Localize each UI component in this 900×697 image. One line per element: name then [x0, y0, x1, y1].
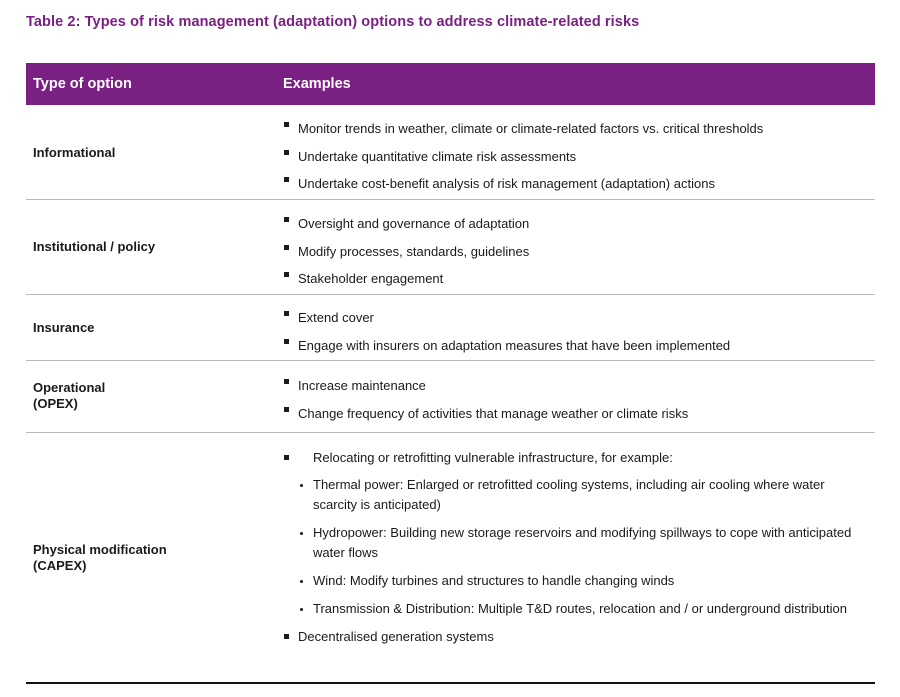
- examples-list: [284, 210, 869, 293]
- risk-options-table: [26, 63, 875, 684]
- examples-list: [284, 304, 869, 359]
- header-examples: Examples: [283, 76, 351, 92]
- category-label-line: (OPEX): [33, 396, 78, 411]
- list-item: Stakeholder engagement: [284, 265, 869, 293]
- header-type-of-option: Type of option: [33, 76, 132, 92]
- sub-examples-list: [298, 475, 869, 619]
- category-label: Insurance: [33, 320, 95, 335]
- table-row-operational: [26, 361, 875, 433]
- category-label: Institutional / policy: [33, 239, 156, 254]
- examples-list: [284, 372, 869, 427]
- list-item: Change frequency of activities that manage weather or climate risks: [284, 400, 869, 428]
- sub-list-container: [284, 475, 869, 619]
- list-item: Monitor trends in weather, climate or climate-related factors vs. critical thresholds: [284, 115, 869, 143]
- category-label: Informational: [33, 145, 116, 160]
- sub-list-item: Transmission & Distribution: Multiple T&D routes, relocation and / or underground distribution: [298, 599, 869, 619]
- sub-list-item: Wind: Modify turbines and structures to handle changing winds: [298, 571, 869, 591]
- sub-list-item: Hydropower: Building new storage reservoirs and modifying spillways to cope with anticipated water flows: [298, 523, 869, 563]
- examples-list: [284, 115, 869, 198]
- list-item: Undertake quantitative climate risk assessments: [284, 143, 869, 171]
- list-item: Increase maintenance: [284, 372, 869, 400]
- sub-list-item: Thermal power: Enlarged or retrofitted cooling systems, including air cooling where water scarcity is anticipated): [298, 475, 869, 515]
- table-row-institutional: [26, 200, 875, 295]
- category-label-line: Operational: [33, 380, 106, 395]
- table-header-row: [26, 63, 875, 105]
- examples-list: [284, 448, 869, 647]
- table-title: Table 2: Types of risk management (adaptation) options to address climate-related risks: [26, 14, 640, 30]
- category-label: [33, 380, 105, 412]
- category-label-line: Physical modification: [33, 542, 167, 557]
- table-row-physical-modification: [26, 433, 875, 684]
- category-label: [33, 542, 167, 574]
- list-item: Undertake cost-benefit analysis of risk management (adaptation) actions: [284, 170, 869, 198]
- list-item: Engage with insurers on adaptation measures that have been implemented: [284, 332, 869, 360]
- category-label-line: (CAPEX): [33, 558, 87, 573]
- list-item: Oversight and governance of adaptation: [284, 210, 869, 238]
- list-item: Extend cover: [284, 304, 869, 332]
- table-row-insurance: [26, 295, 875, 361]
- table-row-informational: [26, 105, 875, 200]
- list-item: Relocating or retrofitting vulnerable infrastructure, for example:: [284, 448, 869, 468]
- list-item: Decentralised generation systems: [284, 627, 869, 647]
- list-item: Modify processes, standards, guidelines: [284, 238, 869, 266]
